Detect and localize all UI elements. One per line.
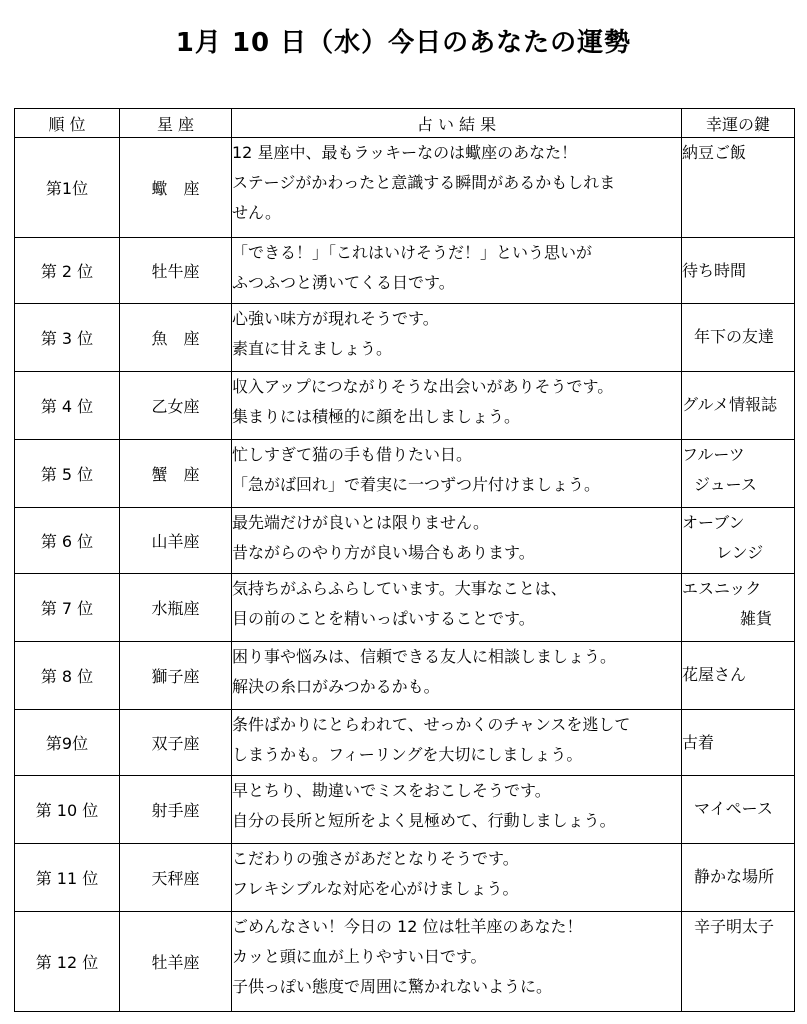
table-row <box>15 372 795 440</box>
sign-cell: 天秤座 <box>120 844 232 912</box>
result-cell <box>232 138 682 238</box>
sign-cell: 蠍 座 <box>120 138 232 238</box>
sign-cell: 双子座 <box>120 710 232 776</box>
result-cell <box>232 574 682 642</box>
page-title: 1月 10 日（水）今日のあなたの運勢 <box>175 28 632 58</box>
table-row <box>15 912 795 1012</box>
result-line: 条件ばかりにとらわれて、せっかくのチャンスを逃して <box>232 715 631 734</box>
key-text: ジュース <box>694 475 757 494</box>
result-line: カッと頭に血が上りやすい日です。 <box>232 947 487 966</box>
key-cell <box>682 642 795 710</box>
table-row <box>15 710 795 776</box>
result-line: せん。 <box>232 203 281 222</box>
result-line: しまうかも。フィーリングを大切にしましょう。 <box>232 745 583 764</box>
key-cell <box>682 844 795 912</box>
key-cell <box>682 912 795 1012</box>
rank-cell: 第 3 位 <box>15 304 120 372</box>
result-line: ごめんなさい！今日の 12 位は牡羊座のあなた！ <box>232 917 583 936</box>
key-cell <box>682 304 795 372</box>
key-cell <box>682 372 795 440</box>
sign-cell: 水瓶座 <box>120 574 232 642</box>
result-line: 昔ながらのやり方が良い場合もあります。 <box>232 543 535 562</box>
result-line: 気持ちがふらふらしています。大事なことは、 <box>232 579 567 598</box>
key-cell <box>682 508 795 574</box>
header-key: 幸運の鍵 <box>682 109 795 138</box>
table-row <box>15 138 795 238</box>
header-result: 占 い 結 果 <box>232 109 682 138</box>
key-text: 静かな場所 <box>694 867 775 886</box>
sign-cell: 射手座 <box>120 776 232 844</box>
key-text: グルメ情報誌 <box>682 395 778 414</box>
key-text: 待ち時間 <box>682 261 747 280</box>
key-text: 辛子明太子 <box>694 917 775 936</box>
result-line: ふつふつと湧いてくる日です。 <box>232 273 455 292</box>
result-line: 「急がば回れ」で着実に一つずつ片付けましょう。 <box>232 475 601 494</box>
result-line: 自分の長所と短所をよく見極めて、行動しましょう。 <box>232 811 616 830</box>
result-line: 子供っぽい態度で周囲に驚かれないように。 <box>232 977 553 996</box>
result-cell <box>232 372 682 440</box>
result-line: フレキシブルな対応を心がけましょう。 <box>232 879 519 898</box>
key-cell <box>682 776 795 844</box>
key-text: オーブン <box>682 513 745 532</box>
table-row <box>15 574 795 642</box>
table-row <box>15 304 795 372</box>
fortune-table <box>14 108 795 1012</box>
table-row <box>15 776 795 844</box>
result-cell <box>232 776 682 844</box>
header-sign: 星 座 <box>120 109 232 138</box>
sign-cell: 山羊座 <box>120 508 232 574</box>
rank-cell: 第 8 位 <box>15 642 120 710</box>
table-row <box>15 844 795 912</box>
key-cell <box>682 440 795 508</box>
result-line: 「できる！」「これはいけそうだ！」という思いが <box>232 243 593 262</box>
result-line: 困り事や悩みは、信頼できる友人に相談しましょう。 <box>232 647 617 666</box>
result-line: 収入アップにつながりそうな出会いがありそうです。 <box>232 377 614 396</box>
result-line: 忙しすぎて猫の手も借りたい日。 <box>232 445 473 464</box>
result-cell <box>232 440 682 508</box>
sign-cell: 牡羊座 <box>120 912 232 1012</box>
key-text: 花屋さん <box>682 665 747 684</box>
result-line: 心強い味方が現れそうです。 <box>232 309 439 328</box>
result-line: 最先端だけが良いとは限りません。 <box>232 513 489 532</box>
rank-cell: 第 7 位 <box>15 574 120 642</box>
result-cell <box>232 710 682 776</box>
sign-cell: 魚 座 <box>120 304 232 372</box>
table-row <box>15 440 795 508</box>
rank-cell: 第 12 位 <box>15 912 120 1012</box>
header-row <box>15 109 795 138</box>
result-cell <box>232 238 682 304</box>
result-cell <box>232 912 682 1012</box>
result-line: こだわりの強さがあだとなりそうです。 <box>232 849 519 868</box>
result-line: 12 星座中、最もラッキーなのは蠍座のあなた！ <box>232 143 578 162</box>
result-cell <box>232 508 682 574</box>
result-cell <box>232 642 682 710</box>
header-rank: 順 位 <box>15 109 120 138</box>
key-text: 雑貨 <box>740 609 773 628</box>
rank-cell: 第 11 位 <box>15 844 120 912</box>
result-line: 早とちり、勘違いでミスをおこしそうです。 <box>232 781 551 800</box>
rank-cell: 第 4 位 <box>15 372 120 440</box>
rank-cell: 第 2 位 <box>15 238 120 304</box>
table-row <box>15 238 795 304</box>
result-line: 目の前のことを精いっぱいすることです。 <box>232 609 535 628</box>
key-text: 納豆ご飯 <box>682 143 747 162</box>
sign-cell: 乙女座 <box>120 372 232 440</box>
result-cell <box>232 304 682 372</box>
key-text: マイペース <box>694 799 773 818</box>
result-line: 集まりには積極的に顔を出しましょう。 <box>232 407 521 426</box>
table-row <box>15 642 795 710</box>
key-cell <box>682 574 795 642</box>
table-row <box>15 508 795 574</box>
result-line: ステージがかわったと意識する瞬間があるかもしれま <box>232 173 616 192</box>
key-cell <box>682 710 795 776</box>
key-text: エスニック <box>682 579 762 598</box>
key-text: レンジ <box>716 543 764 562</box>
sign-cell: 獅子座 <box>120 642 232 710</box>
key-cell <box>682 138 795 238</box>
key-text: 年下の友達 <box>694 327 775 346</box>
rank-cell: 第 6 位 <box>15 508 120 574</box>
result-line: 素直に甘えましょう。 <box>232 339 393 358</box>
rank-cell: 第9位 <box>15 710 120 776</box>
result-line: 解決の糸口がみつかるかも。 <box>232 677 440 696</box>
key-text: 古着 <box>682 733 715 752</box>
rank-cell: 第 10 位 <box>15 776 120 844</box>
rank-cell: 第 5 位 <box>15 440 120 508</box>
key-text: フルーツ <box>682 445 745 464</box>
key-cell <box>682 238 795 304</box>
sign-cell: 牡牛座 <box>120 238 232 304</box>
result-cell <box>232 844 682 912</box>
rank-cell: 第1位 <box>15 138 120 238</box>
sign-cell: 蟹 座 <box>120 440 232 508</box>
